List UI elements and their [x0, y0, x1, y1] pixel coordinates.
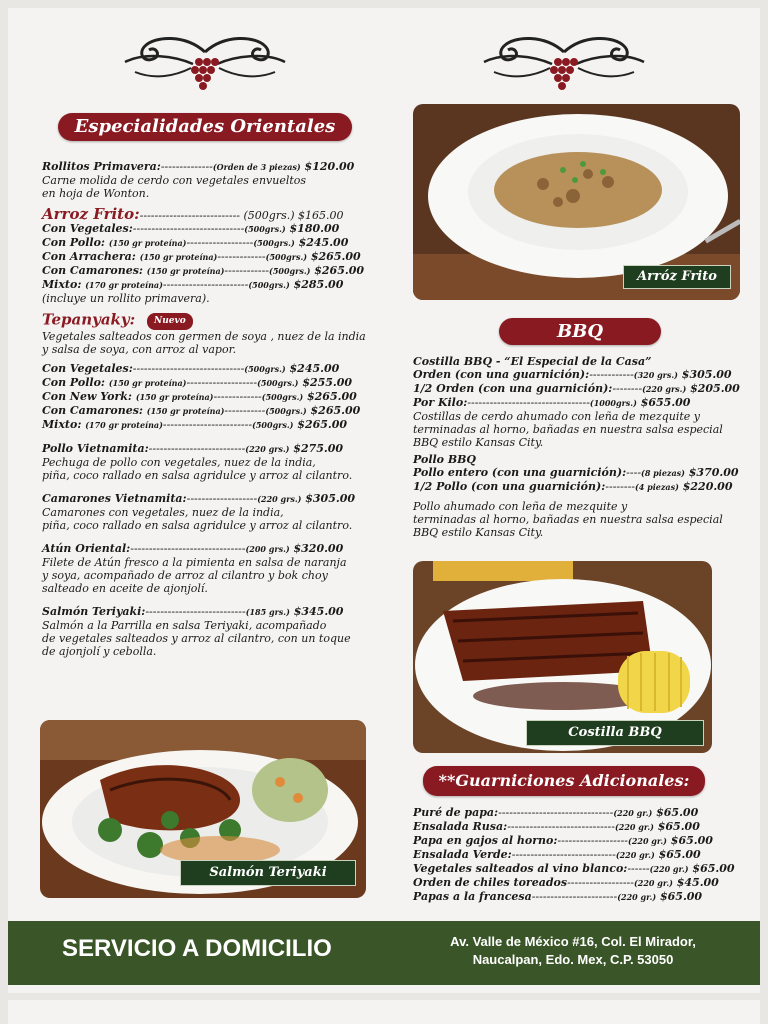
item-description: BBQ estilo Kansas City. — [413, 526, 544, 539]
menu-item-dish: Pollo Vietnamita:--------------------------(220 grs.) $275.00 — [42, 442, 344, 455]
costilla-title: Costilla BBQ - “El Especial de la Casa” — [413, 355, 652, 368]
section-title-bbq: BBQ — [499, 318, 661, 345]
item-description: y salsa de soya, con arroz al vapor. — [42, 343, 237, 356]
menu-item-row: 1/2 Pollo (con una guarnición):--------(4 piezas) $220.00 — [413, 480, 733, 493]
section-title-especialidades: Especialidades Orientales — [58, 113, 352, 141]
menu-item-row: Ensalada Rusa:-----------------------------(220 gr.) $65.00 — [413, 820, 700, 833]
grape-ornament-icon — [474, 32, 654, 94]
item-description: piña, coco rallado en salsa agridulce y arroz al cilantro. — [42, 469, 353, 482]
menu-item-row: Papas a la francesa-----------------------(220 gr.) $65.00 — [413, 890, 703, 903]
menu-item-rollitos: Rollitos Primavera:--------------(Orden de 3 piezas) $120.00 — [42, 160, 355, 173]
item-description: Camarones con vegetales, nuez de la india, — [42, 506, 284, 519]
menu-item-row: Con Vegetales:------------------------------(500grs.) $245.00 — [42, 362, 340, 375]
left-menu-column — [42, 160, 372, 658]
pollo-title: Pollo BBQ — [413, 453, 477, 466]
photo-caption: Arróz Frito — [623, 265, 731, 289]
item-footnote: (incluye un rollito primavera). — [42, 292, 210, 305]
tepanyaky-header: Tepanyaky: Nuevo — [42, 313, 372, 330]
arroz-list — [42, 222, 372, 292]
menu-item-row: Vegetales salteados al vino blanco:------(220 gr.) $65.00 — [413, 862, 735, 875]
pollo-description — [413, 500, 743, 539]
item-description: en hoja de Wonton. — [42, 187, 150, 200]
menu-item-row: Con Arrachera: (150 gr proteína)-------------(500grs.) $265.00 — [42, 250, 361, 263]
section-title-guarniciones: **Guarniciones Adicionales: — [423, 766, 705, 796]
menu-item-row: Con Pollo: (150 gr proteína)-------------------(500grs.) $255.00 — [42, 376, 353, 389]
footer-address: Av. Valle de México #16, Col. El Mirador, Naucalpan, Edo. Mex, C.P. 53050 — [450, 934, 696, 967]
item-description: Salmón a la Parrilla en salsa Teriyaki, acompañado — [42, 619, 327, 632]
item-description: Vegetales salteados con germen de soya , nuez de la india — [42, 330, 366, 343]
item-description: Costillas de cerdo ahumado con leña de mezquite y — [413, 410, 700, 423]
menu-item-row: Mixto: (170 gr proteína)-----------------------(500grs.) $285.00 — [42, 278, 344, 291]
menu-item-row: Pollo entero (con una guarnición):----(8 piezas) $370.00 — [413, 466, 739, 479]
item-description: de ajonjolí y cebolla. — [42, 645, 157, 658]
photo-caption: Salmón Teriyaki — [180, 860, 356, 886]
menu-item-row: Con Pollo: (150 gr proteína)------------------(500grs.) $245.00 — [42, 236, 349, 249]
menu-item-row: Con Vegetales:------------------------------(500grs.) $180.00 — [42, 222, 340, 235]
menu-item-row: Con Camarones: (150 gr proteína)-----------(500grs.) $265.00 — [42, 404, 361, 417]
item-description: BBQ estilo Kansas City. — [413, 436, 544, 449]
item-description: y soya, acompañado de arroz al cilantro y bok choy — [42, 569, 328, 582]
item-description: salteado en aceite de ajonjolí. — [42, 582, 208, 595]
right-menu-column — [413, 355, 743, 539]
menu-item-row: Por Kilo:---------------------------------(1000grs.) $655.00 — [413, 396, 691, 409]
costilla-description — [413, 410, 743, 449]
menu-item-dish: Atún Oriental:-------------------------------(200 grs.) $320.00 — [42, 542, 344, 555]
menu-item-row: 1/2 Orden (con una guarnición):--------(220 grs.) $205.00 — [413, 382, 740, 395]
guarniciones-column — [413, 806, 743, 904]
menu-item-dish: Salmón Teriyaki:---------------------------(185 grs.) $345.00 — [42, 605, 344, 618]
tepanyaky-list — [42, 362, 372, 432]
menu-item-row: Papa en gajos al horno:-------------------(220 gr.) $65.00 — [413, 834, 713, 847]
menu-item-arroz-frito: Arroz Frito:--------------------------- (500grs.) $165.00 — [42, 205, 344, 223]
photo-caption: Costilla BBQ — [526, 720, 704, 746]
menu-item-row: Con Camarones: (150 gr proteína)------------(500grs.) $265.00 — [42, 264, 365, 277]
menu-item-row: Orden (con una guarnición):------------(320 grs.) $305.00 — [413, 368, 732, 381]
menu-item-row: Ensalada Verde:----------------------------(220 gr.) $65.00 — [413, 848, 701, 861]
new-badge: Nuevo — [147, 313, 193, 330]
menu-item-row: Orden de chiles toreados------------------(220 gr.) $45.00 — [413, 876, 719, 889]
item-description: Pechuga de pollo con vegetales, nuez de la india, — [42, 456, 316, 469]
costilla-list — [413, 368, 743, 410]
item-description: Pollo ahumado con leña de mezquite y — [413, 500, 628, 513]
item-description: Carne molida de cerdo con vegetales envueltos — [42, 174, 307, 187]
footer-title: SERVICIO A DOMICILIO — [62, 935, 332, 962]
menu-item-row: Puré de papa:-------------------------------(220 gr.) $65.00 — [413, 806, 699, 819]
menu-item-row: Mixto: (170 gr proteína)------------------------(500grs.) $265.00 — [42, 418, 348, 431]
grape-ornament-icon — [115, 32, 295, 94]
item-description: de vegetales salteados y arroz al cilantro, con un toque — [42, 632, 351, 645]
menu-item-row: Con New York: (150 gr proteína)-------------(500grs.) $265.00 — [42, 390, 357, 403]
item-description: terminadas al horno, bañadas en nuestra salsa especial — [413, 513, 723, 526]
next-page-strip — [8, 1000, 760, 1024]
item-description: terminadas al horno, bañadas en nuestra salsa especial — [413, 423, 723, 436]
menu-item-dish: Camarones Vietnamita:-------------------(220 grs.) $305.00 — [42, 492, 356, 505]
item-description: piña, coco rallado en salsa agridulce y arroz al cilantro. — [42, 519, 353, 532]
footer-banner — [8, 921, 760, 985]
item-description: Filete de Atún fresco a la pimienta en salsa de naranja — [42, 556, 347, 569]
pollo-list — [413, 466, 743, 494]
dishes-list — [42, 432, 372, 658]
guarniciones-list — [413, 806, 743, 904]
